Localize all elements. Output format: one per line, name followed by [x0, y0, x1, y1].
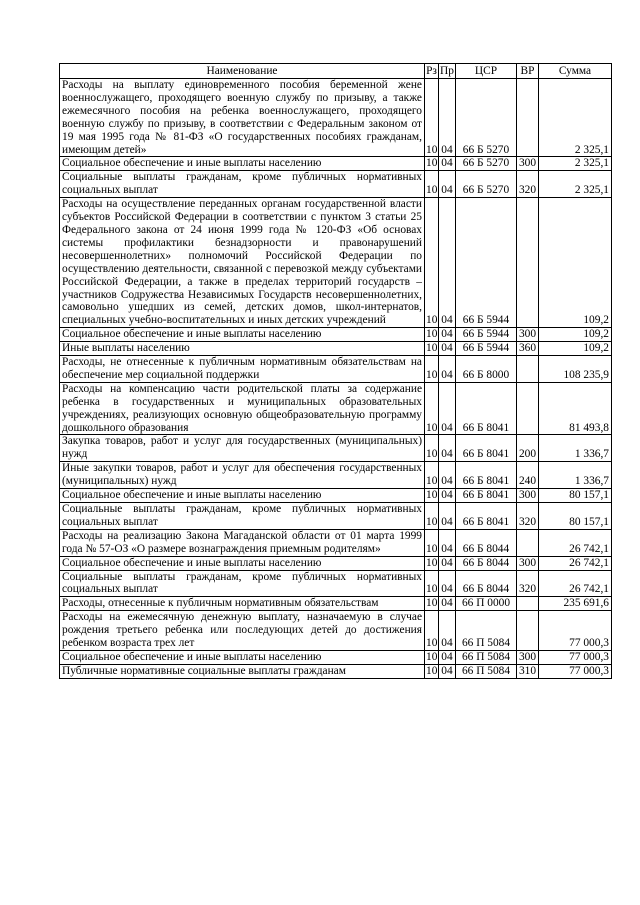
cell-csr: 66 Б 5944 — [456, 342, 517, 356]
cell-sum: 2 325,1 — [539, 79, 612, 157]
cell-csr: 66 П 5084 — [456, 611, 517, 651]
cell-csr: 66 П 5084 — [456, 664, 517, 678]
cell-pr: 04 — [439, 198, 456, 328]
cell-name: Социальные выплаты гражданам, кроме публичных нормативных социальных выплат — [60, 503, 425, 530]
cell-sum: 77 000,3 — [539, 650, 612, 664]
table-row — [60, 435, 612, 462]
table-row — [60, 382, 612, 435]
table-row — [60, 556, 612, 570]
cell-vr: 300 — [517, 157, 539, 171]
cell-pr: 04 — [439, 570, 456, 597]
cell-csr: 66 Б 5944 — [456, 328, 517, 342]
cell-sum: 26 742,1 — [539, 529, 612, 556]
cell-sum: 77 000,3 — [539, 611, 612, 651]
cell-vr: 320 — [517, 503, 539, 530]
cell-pr: 04 — [439, 382, 456, 435]
cell-vr — [517, 382, 539, 435]
table-row — [60, 611, 612, 651]
table-row — [60, 342, 612, 356]
cell-name: Социальное обеспечение и иные выплаты населению — [60, 328, 425, 342]
cell-vr — [517, 356, 539, 383]
cell-pr: 04 — [439, 328, 456, 342]
cell-rz: 10 — [426, 664, 438, 677]
table-row — [60, 664, 612, 678]
cell-pr: 04 — [439, 435, 456, 462]
cell-pr: 04 — [439, 171, 456, 198]
cell-rz: 10 — [426, 650, 438, 663]
cell-pr: 04 — [439, 462, 456, 489]
cell-sum: 81 493,8 — [539, 382, 612, 435]
cell-pr: 04 — [439, 79, 456, 157]
cell-csr: 66 П 5084 — [456, 650, 517, 664]
cell-rz: 10 — [425, 171, 439, 198]
cell-csr: 66 Б 5270 — [456, 157, 517, 171]
cell-csr: 66 Б 8041 — [456, 503, 517, 530]
cell-csr: 66 Б 5944 — [456, 198, 517, 328]
cell-name: Социальное обеспечение и иные выплаты населению — [60, 489, 425, 503]
cell-sum: 80 157,1 — [539, 489, 612, 503]
cell-name: Расходы на реализацию Закона Магаданской области от 01 марта 1999 года № 57-ОЗ «О размере вознаграждения приемным родителям» — [60, 529, 425, 556]
cell-name: Социальное обеспечение и иные выплаты населению — [60, 157, 425, 171]
cell-rz: 10 — [425, 356, 439, 383]
header-row — [60, 64, 612, 79]
cell-csr: 66 Б 8044 — [456, 556, 517, 570]
cell-csr: 66 П 0000 — [456, 597, 517, 611]
cell-pr: 04 — [439, 664, 456, 678]
cell-vr: 320 — [517, 171, 539, 198]
cell-pr: 04 — [439, 157, 456, 171]
table-row — [60, 79, 612, 157]
cell-sum: 109,2 — [539, 198, 612, 328]
header-name: Наименование — [60, 64, 425, 79]
cell-sum: 2 325,1 — [539, 157, 612, 171]
cell-name: Расходы на выплату единовременного пособия беременной жене военнослужащего, проходящего военную службу по призыву, а также ежемесячного пособия на ребенка военнослужащего, проходящего военную службу по призыву, в соответствии с Федеральным законом от 19 мая 1995 года № 81-ФЗ «О государственных пособиях гражданам, имеющим детей» — [60, 79, 425, 157]
table-row — [60, 503, 612, 530]
cell-vr — [517, 597, 539, 611]
cell-rz: 10 — [425, 462, 439, 489]
header-rz: Рз — [426, 64, 437, 77]
cell-sum: 1 336,7 — [539, 462, 612, 489]
cell-csr: 66 Б 8000 — [456, 356, 517, 383]
cell-rz: 10 — [425, 503, 439, 530]
cell-rz: 10 — [426, 556, 438, 569]
cell-sum: 26 742,1 — [539, 570, 612, 597]
cell-name: Расходы на компенсацию части родительской платы за содержание ребенка в государственных и муниципальных образовательных учреждениях, реализующих основную общеобразовательную программу дошкольного образования — [60, 382, 425, 435]
table-row — [60, 157, 612, 171]
cell-csr: 66 Б 8041 — [456, 462, 517, 489]
cell-rz: 10 — [425, 382, 439, 435]
cell-pr: 04 — [439, 503, 456, 530]
cell-vr: 310 — [517, 664, 539, 678]
cell-csr: 66 Б 5270 — [456, 79, 517, 157]
table-row — [60, 171, 612, 198]
cell-rz: 10 — [425, 79, 439, 157]
table-row — [60, 529, 612, 556]
cell-vr: 300 — [517, 489, 539, 503]
header-csr: ЦСР — [456, 64, 517, 79]
table-row — [60, 462, 612, 489]
cell-name: Социальное обеспечение и иные выплаты населению — [60, 556, 425, 570]
cell-name: Социальное обеспечение и иные выплаты населению — [60, 650, 425, 664]
header-pr: Пр — [440, 64, 454, 77]
table-row — [60, 650, 612, 664]
cell-csr: 66 Б 8044 — [456, 570, 517, 597]
cell-name: Социальные выплаты гражданам, кроме публичных нормативных социальных выплат — [60, 570, 425, 597]
cell-pr: 04 — [439, 356, 456, 383]
cell-name: Иные закупки товаров, работ и услуг для обеспечения государственных (муниципальных) нужд — [60, 462, 425, 489]
table-row — [60, 198, 612, 328]
table-row — [60, 328, 612, 342]
cell-sum: 77 000,3 — [539, 664, 612, 678]
cell-csr: 66 Б 8044 — [456, 529, 517, 556]
cell-csr: 66 Б 8041 — [456, 489, 517, 503]
cell-vr — [517, 198, 539, 328]
cell-pr: 04 — [439, 529, 456, 556]
cell-vr — [517, 611, 539, 651]
cell-vr: 240 — [517, 462, 539, 489]
cell-pr: 04 — [439, 489, 456, 503]
cell-rz: 10 — [426, 157, 438, 170]
cell-sum: 80 157,1 — [539, 503, 612, 530]
cell-vr — [517, 79, 539, 157]
header-vr: ВР — [517, 64, 539, 79]
cell-csr: 66 Б 8041 — [456, 435, 517, 462]
cell-name: Расходы, не отнесенные к публичным нормативным обязательствам на обеспечение мер социальной поддержки — [60, 356, 425, 383]
cell-csr: 66 Б 5270 — [456, 171, 517, 198]
cell-rz: 10 — [426, 597, 438, 610]
cell-pr: 04 — [439, 611, 456, 651]
cell-sum: 109,2 — [539, 342, 612, 356]
cell-vr: 300 — [517, 328, 539, 342]
cell-name: Иные выплаты населению — [60, 342, 425, 356]
cell-name: Социальные выплаты гражданам, кроме публичных нормативных социальных выплат — [60, 171, 425, 198]
cell-rz: 10 — [425, 529, 439, 556]
cell-sum: 108 235,9 — [539, 356, 612, 383]
header-sum: Сумма — [539, 64, 612, 79]
cell-vr: 200 — [517, 435, 539, 462]
cell-name: Расходы на осуществление переданных органам государственной власти субъектов Российской Федерации в соответствии с пунктом 3 статьи 25 Федерального закона от 24 июня 1999 года № 120-ФЗ «Об основах системы профилактики безнадзорности и правонарушений несовершеннолетних» полномочий Российской Федерации по осуществлению деятельности, связанной с перевозкой между субъектами Российской Федерации, а также в пределах территорий государств – участников Содружества Независимых Государств несовершеннолетних, самовольно ушедших из семей, детских домов, школ-интернатов, специальных учебно-воспитательных и иных детских учреждений — [60, 198, 425, 328]
cell-rz: 10 — [425, 435, 439, 462]
cell-sum: 2 325,1 — [539, 171, 612, 198]
cell-vr: 300 — [517, 556, 539, 570]
cell-name: Публичные нормативные социальные выплаты гражданам — [60, 664, 425, 678]
cell-rz: 10 — [426, 328, 438, 341]
cell-sum: 109,2 — [539, 328, 612, 342]
cell-name: Расходы на ежемесячную денежную выплату, назначаемую в случае рождения третьего ребенка или последующих детей до достижения ребенком возраста трех лет — [60, 611, 425, 651]
cell-csr: 66 Б 8041 — [456, 382, 517, 435]
cell-pr: 04 — [439, 556, 456, 570]
cell-name: Закупка товаров, работ и услуг для государственных (муниципальных) нужд — [60, 435, 425, 462]
cell-vr: 320 — [517, 570, 539, 597]
cell-name: Расходы, отнесенные к публичным нормативным обязательствам — [60, 597, 425, 611]
cell-sum: 1 336,7 — [539, 435, 612, 462]
cell-rz: 10 — [426, 342, 438, 355]
budget-table — [59, 63, 612, 679]
table-row — [60, 356, 612, 383]
cell-rz: 10 — [425, 570, 439, 597]
cell-sum: 26 742,1 — [539, 556, 612, 570]
cell-vr — [517, 529, 539, 556]
table-row — [60, 597, 612, 611]
table-row — [60, 570, 612, 597]
cell-rz: 10 — [425, 198, 439, 328]
cell-vr: 300 — [517, 650, 539, 664]
table-row — [60, 489, 612, 503]
cell-rz: 10 — [425, 611, 439, 651]
cell-vr: 360 — [517, 342, 539, 356]
cell-sum: 235 691,6 — [539, 597, 612, 611]
cell-rz: 10 — [426, 489, 438, 502]
cell-pr: 04 — [439, 650, 456, 664]
cell-pr: 04 — [439, 342, 456, 356]
cell-pr: 04 — [439, 597, 456, 611]
